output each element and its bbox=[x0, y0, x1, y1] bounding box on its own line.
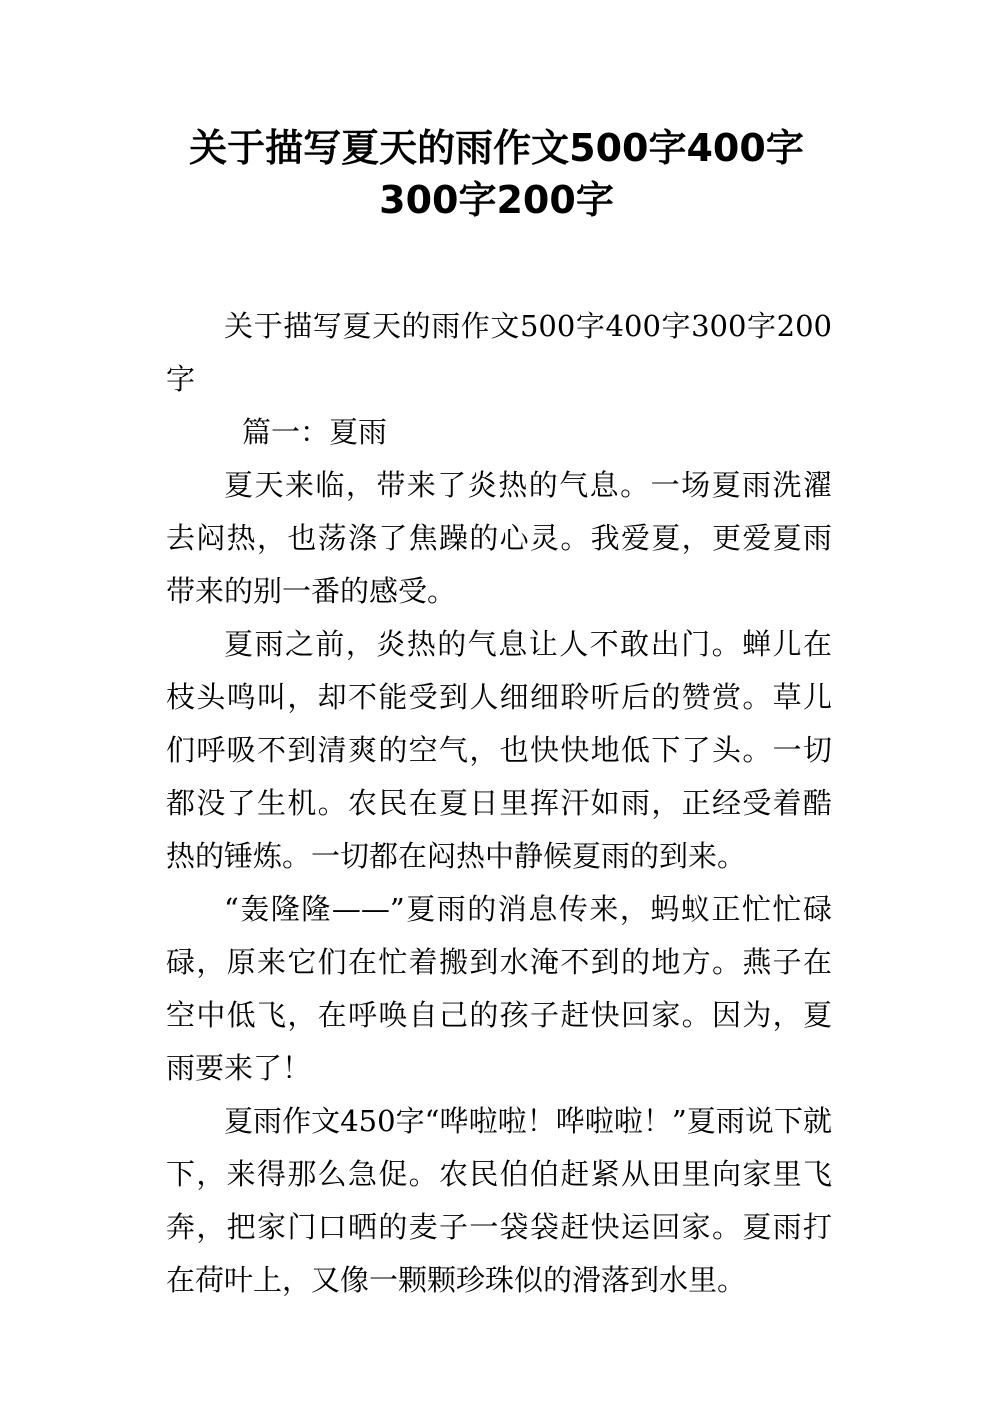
subtitle-paragraph: 关于描写夏天的雨作文500字400字300字200字 bbox=[166, 309, 832, 396]
body-paragraph: 夏雨之前，炎热的气息让人不敢出门。蝉儿在枝头鸣叫，却不能受到人细细聆听后的赞赏。草儿们呼吸不到清爽的空气，也快快地低下了头。一切都没了生机。农民在夏日里挥汗如雨，正经受着酷热的锤炼。一切都在闷热中静候夏雨的到来。 bbox=[166, 627, 832, 873]
body-paragraph: 夏雨作文450字“哗啦啦！哗啦啦！”夏雨说下就下，来得那么急促。农民伯伯赶紧从田里向家里飞奔，把家门口晒的麦子一袋袋赶快运回家。夏雨打在荷叶上，又像一颗颗珍珠似的滑落到水里。 bbox=[166, 1104, 832, 1297]
document-title-line-1: 关于描写夏天的雨作文500字400字 bbox=[189, 126, 804, 170]
document-title-line-2: 300字200字 bbox=[379, 178, 614, 222]
document-title bbox=[120, 122, 873, 226]
document-body bbox=[166, 300, 832, 1307]
body-paragraph: “轰隆隆——”夏雨的消息传来，蚂蚁正忙忙碌碌，原来它们在忙着搬到水淹不到的地方。燕子在空中低飞，在呼唤自己的孩子赶快回家。因为，夏雨要来了！ bbox=[166, 892, 832, 1085]
section-heading: 篇一：夏雨 bbox=[242, 415, 388, 449]
body-paragraph: 夏天来临，带来了炎热的气息。一场夏雨洗濯去闷热，也荡涤了焦躁的心灵。我爱夏，更爱夏雨带来的别一番的感受。 bbox=[166, 468, 832, 608]
